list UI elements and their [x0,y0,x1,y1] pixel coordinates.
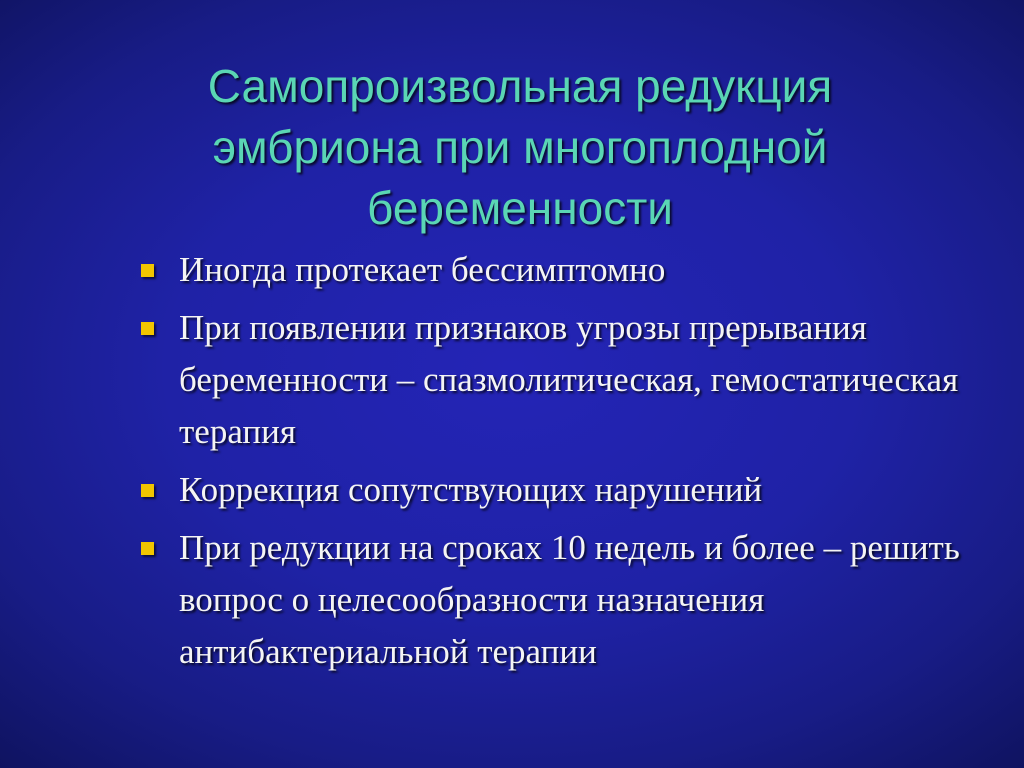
bullet-text: При появлении признаков угрозы прерывания беременности – спазмолитическая, гемостатическая терапия [179,308,959,451]
bullet-list [138,244,988,684]
bullet-item [138,522,988,678]
square-bullet-icon [141,322,154,335]
slide-title: Самопроизвольная редукция эмбриона при многоплодной беременности [207,60,833,234]
bullet-item [138,464,988,516]
square-bullet-icon [141,542,154,555]
bullet-text: Коррекция сопутствующих нарушений [179,470,763,509]
bullet-text: Иногда протекает бессимптомно [179,250,666,289]
square-bullet-icon [141,264,154,277]
bullet-item [138,244,988,296]
square-bullet-icon [141,484,154,497]
bullet-text: При редукции на сроках 10 недель и более – решить вопрос о целесообразности назначения антибактериальной терапии [179,528,960,671]
bullet-item [138,302,988,458]
